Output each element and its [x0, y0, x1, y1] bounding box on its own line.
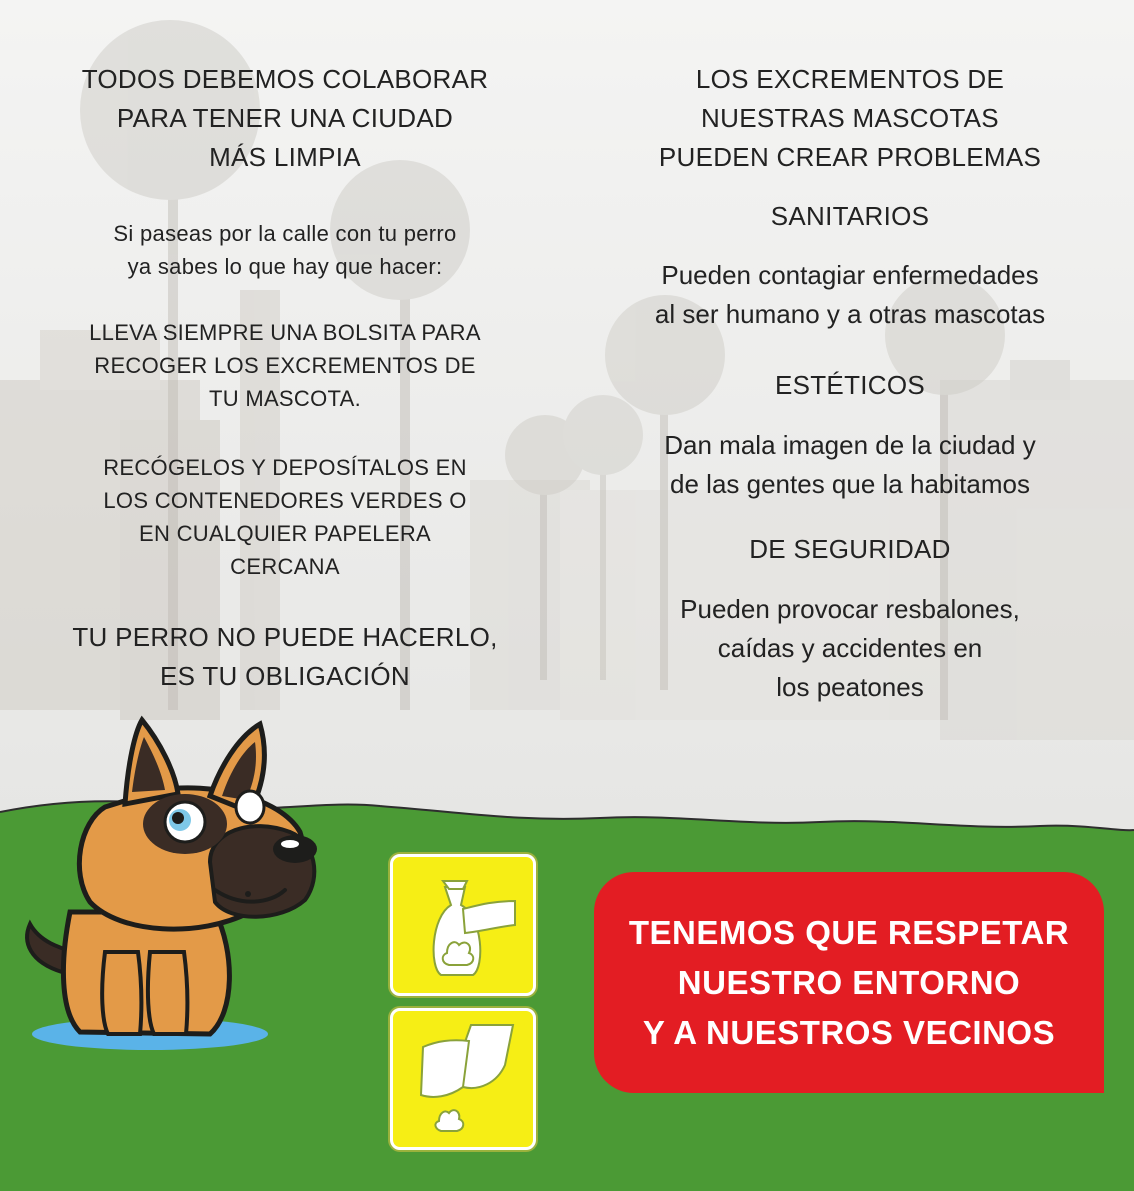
step-line: RECÓGELOS Y DEPOSÍTALOS EN [103, 455, 467, 480]
section-title: SANITARIOS [770, 201, 930, 231]
pick-up-bag-icon [393, 857, 533, 993]
section-line: los peatones [776, 672, 924, 702]
section-sanitary [590, 197, 1110, 334]
step-line: RECOGER LOS EXCREMENTOS DE [94, 353, 476, 378]
step-line: LLEVA SIEMPRE UNA BOLSITA PARA [89, 320, 481, 345]
section-title: ESTÉTICOS [774, 370, 926, 400]
intro-line: ya sabes lo que hay que hacer: [127, 254, 443, 279]
dog-mascot-icon [10, 712, 340, 1072]
dog-eye [236, 791, 264, 823]
left-step-bag [40, 316, 530, 415]
closing-line: ES TU OBLIGACIÓN [160, 661, 410, 691]
left-column [40, 0, 530, 760]
dog-nose [273, 835, 317, 863]
right-heading [590, 60, 1110, 177]
left-heading-line: PARA TENER UNA CIUDAD [116, 103, 454, 133]
section-title: DE SEGURIDAD [749, 534, 951, 564]
section-line: Pueden provocar resbalones, [680, 594, 1020, 624]
step-line: TU MASCOTA. [208, 386, 361, 411]
right-column [590, 0, 1110, 760]
step-line: LOS CONTENEDORES VERDES O [103, 488, 467, 513]
left-intro [40, 217, 530, 283]
left-heading-line: MÁS LIMPIA [209, 142, 361, 172]
section-aesthetic [590, 366, 1110, 504]
banner-line: TENEMOS QUE RESPETAR [628, 913, 1070, 951]
sign-drop-in-bin [390, 1008, 536, 1150]
section-line: de las gentes que la habitamos [670, 469, 1030, 499]
step-line: CERCANA [230, 554, 340, 579]
left-heading [40, 60, 530, 177]
left-closing [40, 618, 530, 696]
intro-line: Si paseas por la calle con tu perro [113, 221, 457, 246]
banner-line: NUESTRO ENTORNO [677, 963, 1021, 1001]
right-heading-line: NUESTRAS MASCOTAS [701, 103, 999, 133]
right-heading-line: LOS EXCREMENTOS DE [695, 64, 1005, 94]
banner-text [629, 908, 1069, 1058]
left-step-deposit [40, 451, 530, 583]
sign-pick-up [390, 854, 536, 996]
step-line: EN CUALQUIER PAPELERA [139, 521, 431, 546]
section-line: Pueden contagiar enfermedades [661, 260, 1039, 290]
section-line: Dan mala imagen de la ciudad y [664, 430, 1036, 460]
section-line: al ser humano y a otras mascotas [654, 299, 1046, 329]
closing-line: TU PERRO NO PUEDE HACERLO, [72, 622, 498, 652]
right-heading-line: PUEDEN CREAR PROBLEMAS [658, 142, 1042, 172]
section-safety [590, 530, 1110, 707]
section-line: caídas y accidentes en [717, 633, 983, 663]
respect-banner [594, 872, 1104, 1093]
drop-in-bin-icon [393, 1011, 533, 1147]
left-heading-line: TODOS DEBEMOS COLABORAR [81, 64, 489, 94]
banner-line: Y A NUESTROS VECINOS [642, 1013, 1056, 1051]
